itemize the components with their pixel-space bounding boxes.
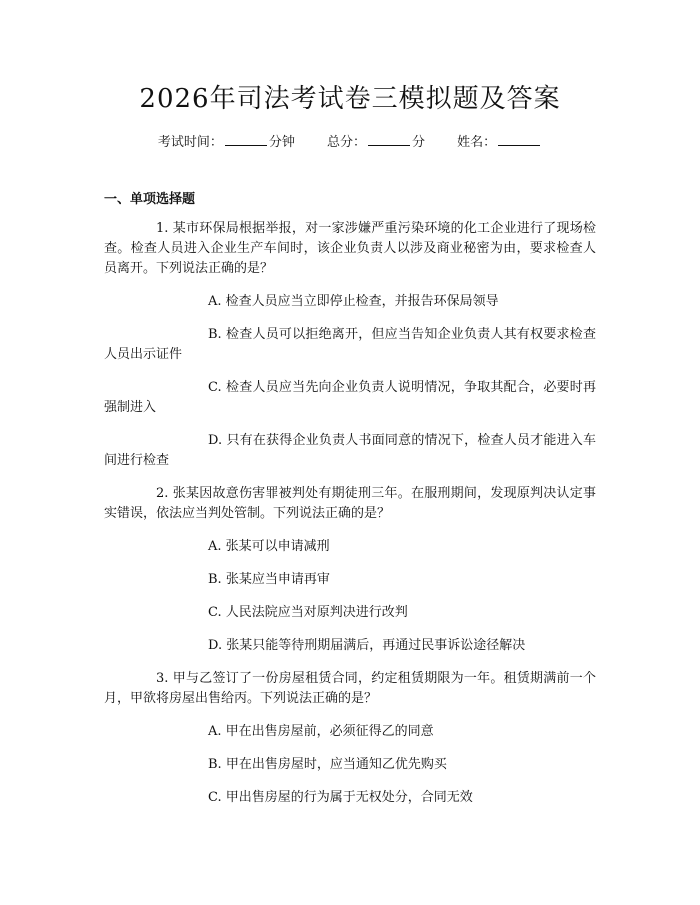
option-label: C. [208,380,222,395]
question-number: 3. [156,671,169,686]
question-3-option-b [104,755,596,775]
question-text: 甲与乙签订了一份房屋租赁合同，约定租赁期限为一年。租赁期满前一个月，甲欲将房屋出售给丙。下列说法正确的是？ [104,671,596,706]
option-text: 张某应当申请再审 [225,572,330,587]
total-score-blank [368,132,410,146]
option-text: 甲在出售房屋前，必须征得乙的同意 [225,724,434,739]
exam-meta-line [0,132,700,152]
option-text: 张某只能等待刑期届满后，再通过民事诉讼途径解决 [226,638,526,653]
question-1-option-c [104,378,596,418]
section-title: 一、单项选择题 [104,192,196,207]
question-list [104,219,596,821]
option-label: B. [208,327,222,342]
option-text: 甲出售房屋的行为属于无权处分，合同无效 [225,790,473,805]
student-name-blank [498,132,540,146]
option-label: B. [208,757,222,772]
exam-time-label: 考试时间： [157,135,223,150]
option-label: A. [208,294,222,309]
option-label: B. [208,572,222,587]
option-text: 检查人员可以拒绝离开，但应当告知企业负责人其有权要求检查人员出示证件 [104,327,596,362]
question-2-option-a [104,537,596,557]
question-2 [104,484,596,524]
total-score-label: 总分： [326,135,366,150]
question-1-option-d [104,431,596,471]
option-label: C. [208,605,222,620]
option-text: 人民法院应当对原判决进行改判 [225,605,408,620]
question-2-option-d [104,636,596,656]
total-score-field [327,132,425,152]
option-label: D. [208,433,223,448]
question-3-option-c [104,788,596,808]
student-name-label: 姓名： [457,135,497,150]
question-3-option-a [104,722,596,742]
question-text: 某市环保局根据举报，对一家涉嫌严重污染环境的化工企业进行了现场检查。检查人员进入企业生产车间时，该企业负责人以涉及商业秘密为由，要求检查人员离开。下列说法正确的是？ [104,221,596,276]
option-text: 张某可以申请减刑 [225,539,330,554]
question-number: 2. [156,486,169,501]
question-3 [104,669,596,709]
question-2-option-c [104,603,596,623]
question-1 [104,219,596,279]
question-text: 张某因故意伤害罪被判处有期徒刑三年。在服刑期间，发现原判决认定事实错误，依法应当判处管制。下列说法正确的是？ [104,486,596,521]
question-1-option-b [104,325,596,365]
option-label: A. [208,724,222,739]
option-label: D. [208,638,223,653]
option-text: 甲在出售房屋时，应当通知乙优先购买 [225,757,447,772]
question-2-option-b [104,570,596,590]
document-title: 2026年司法考试卷三模拟题及答案 [139,84,561,114]
question-1-option-a [104,292,596,312]
exam-time-unit: 分钟 [268,135,295,150]
question-number: 1. [156,221,169,236]
exam-time-blank [225,132,267,146]
option-label: A. [208,539,222,554]
option-label: C. [208,790,222,805]
exam-time-field [158,132,295,152]
option-text: 检查人员应当先向企业负责人说明情况，争取其配合，必要时再强制进入 [104,380,596,415]
student-name-field [457,132,542,152]
option-text: 只有在获得企业负责人书面同意的情况下，检查人员才能进入车间进行检查 [104,433,596,468]
option-text: 检查人员应当立即停止检查，并报告环保局领导 [225,294,499,309]
total-score-unit: 分 [412,135,426,150]
